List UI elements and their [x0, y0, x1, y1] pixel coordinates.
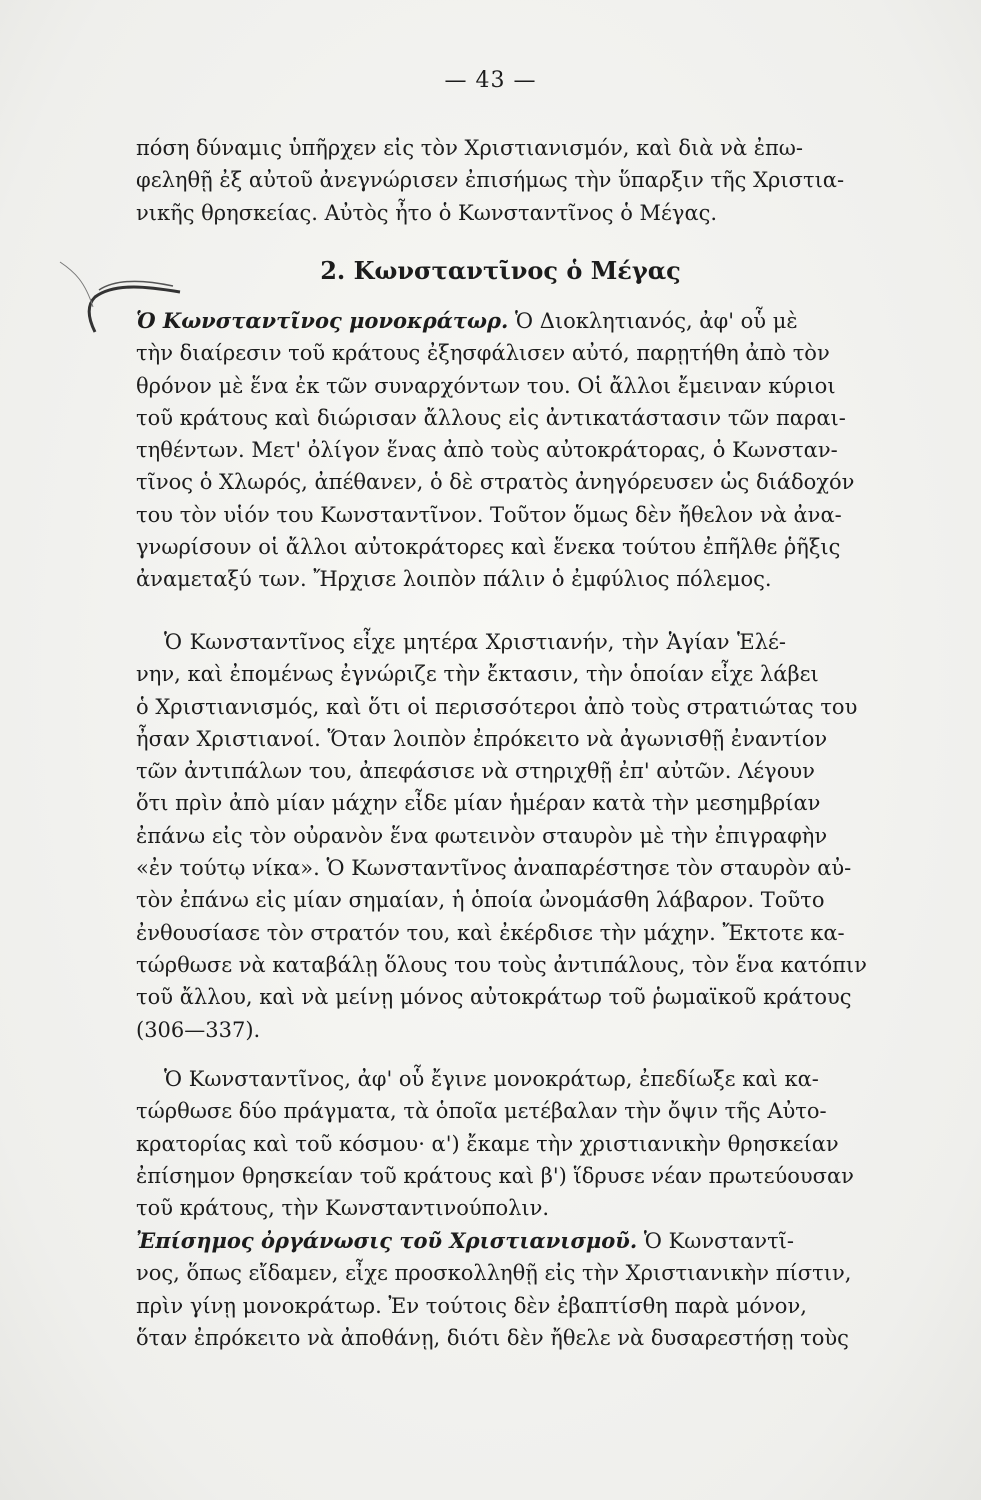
paragraph-official-organization [136, 1225, 852, 1354]
text-line: κρατορίας καὶ τοῦ κόσμου· α') ἔκαμε τὴν χριστιανικὴν θρησκείαν [136, 1131, 839, 1156]
text-line: ἀναμεταξύ των. Ἤρχισε λοιπὸν πάλιν ὁ ἐμφύλιος πόλεμος. [136, 567, 772, 592]
text-line: Ὁ Κωνσταντῖνος εἶχε μητέρα Χριστιανήν, τὴν Ἁγίαν Ἑλέ- [164, 630, 786, 654]
text-line: νην, καὶ ἐπομένως ἐγνώριζε τὴν ἔκτασιν, τὴν ὁποίαν εἶχε λάβει [136, 662, 819, 687]
section-heading: 2. Κωνσταντῖνος ὁ Μέγας [320, 256, 681, 285]
paragraph-two-achievements [136, 1063, 854, 1224]
text-line: του τὸν υἱόν του Κωνσταντῖνον. Τοῦτον ὅμως δὲν ἤθελον νὰ ἀνα- [136, 502, 842, 527]
text-line: τὴν διαίρεσιν τοῦ κράτους ἐξησφάλισεν αὐτό, παρῃτήθη ἀπὸ τὸν [136, 341, 830, 366]
text-line: τῖνος ὁ Χλωρός, ἀπέθανεν, ὁ δὲ στρατὸς ἀνηγόρευσεν ὡς διάδοχόν [136, 470, 855, 495]
paragraph-lead: Ἐπίσημος ὀργάνωσις τοῦ Χριστιανισμοῦ. [136, 1228, 638, 1253]
page-number: — 43 — [444, 68, 537, 93]
text-line: ἐπίσημον θρησκείαν τοῦ κράτους καὶ β') ἵδρυσε νέαν πρωτεύουσαν [136, 1163, 854, 1188]
text-line: τοῦ κράτους, τὴν Κωνσταντινούπολιν. [136, 1196, 550, 1221]
paragraph-sole-ruler [136, 305, 855, 596]
text-line: ὁ Χριστιανισμός, καὶ ὅτι οἱ περισσότεροι ἀπὸ τοὺς στρατιώτας του [136, 694, 858, 719]
text-line: γνωρίσουν οἱ ἄλλοι αὐτοκράτορες καὶ ἕνεκα τούτου ἐπῆλθε ῥῆξις [136, 535, 841, 560]
text-line: τοῦ κράτους καὶ διώρισαν ἄλλους εἰς ἀντικατάστασιν τῶν παραι- [136, 405, 846, 430]
text-line: πρὶν γίνῃ μονοκράτωρ. Ἐν τούτοις δὲν ἐβαπτίσθη παρὰ μόνον, [136, 1293, 807, 1318]
text-line: (306—337). [136, 1017, 261, 1042]
text-line: τώρθωσε δύο πράγματα, τὰ ὁποῖα μετέβαλαν τὴν ὄψιν τῆς Αὐτο- [136, 1099, 827, 1124]
text-line: νος, ὅπως εἴδαμεν, εἶχε προσκολληθῇ εἰς τὴν Χριστιανικὴν πίστιν, [136, 1261, 852, 1286]
text-line: τῶν ἀντιπάλων του, ἀπεφάσισε νὰ στηριχθῇ ἐπ' αὐτῶν. Λέγουν [136, 759, 815, 784]
text-line: θρόνον μὲ ἕνα ἐκ τῶν συναρχόντων του. Οἱ ἄλλοι ἔμειναν κύριοι [136, 373, 836, 398]
text-line: τηθέντων. Μετ' ὀλίγον ἕνας ἀπὸ τοὺς αὐτοκράτορας, ὁ Κωνσταν- [136, 438, 838, 463]
text-line [136, 1225, 795, 1257]
text-line [136, 305, 798, 337]
text-line: ἐνθουσίασε τὸν στρατόν του, καὶ ἐκέρδισε τὴν μάχην. Ἔκτοτε κα- [136, 920, 845, 945]
text-line: «ἐν τούτῳ νίκα». Ὁ Κωνσταντῖνος ἀναπαρέστησε τὸν σταυρὸν αὐ- [136, 856, 852, 881]
text-line: τὸν ἐπάνω εἰς μίαν σημαίαν, ἡ ὁποία ὠνομάσθη λάβαρον. Τοῦτο [136, 888, 825, 913]
text-line: ὅταν ἐπρόκειτο νὰ ἀποθάνῃ, διότι δὲν ἤθελε νὰ δυσαρεστήσῃ τοὺς [136, 1325, 849, 1350]
text-line: τώρθωσε νὰ καταβάλῃ ὅλους του τοὺς ἀντιπάλους, τὸν ἕνα κατόπιν [136, 952, 867, 977]
text-span: Ὁ Διοκλητιανός, ἀφ' οὗ μὲ [508, 309, 798, 333]
text-line: νικῆς θρησκείας. Αὐτὸς ἦτο ὁ Κωνσταντῖνος ὁ Μέγας. [136, 200, 718, 225]
text-line: Ὁ Κωνσταντῖνος, ἀφ' οὗ ἔγινε μονοκράτωρ, ἐπεδίωξε καὶ κα- [164, 1067, 819, 1091]
text-line: ἐπάνω εἰς τὸν οὐρανὸν ἕνα φωτεινὸν σταυρὸν μὲ τὴν ἐπιγραφὴν [136, 823, 828, 848]
text-line: ὅτι πρὶν ἀπὸ μίαν μάχην εἶδε μίαν ἡμέραν κατὰ τὴν μεσημβρίαν [136, 791, 821, 816]
paragraph-cross-vision [136, 626, 867, 1046]
text-line: τοῦ ἄλλου, καὶ νὰ μείνῃ μόνος αὐτοκράτωρ τοῦ ῥωμαϊκοῦ κράτους [136, 985, 852, 1010]
text-line: πόση δύναμις ὑπῆρχεν εἰς τὸν Χριστιανισμόν, καὶ διὰ νὰ ἐπω- [136, 136, 804, 160]
paragraph-lead: Ὁ Κωνσταντῖνος μονοκράτωρ. [136, 308, 509, 333]
text-line: ἦσαν Χριστιανοί. Ὅταν λοιπὸν ἐπρόκειτο νὰ ἀγωνισθῇ ἐναντίον [136, 726, 828, 751]
intro-paragraph [136, 132, 845, 229]
text-line: φεληθῇ ἐξ αὐτοῦ ἀνεγνώρισεν ἐπισήμως τὴν ὕπαρξιν τῆς Χριστια- [136, 168, 845, 193]
text-span: Ὁ Κωνσταντῖ- [637, 1229, 795, 1253]
